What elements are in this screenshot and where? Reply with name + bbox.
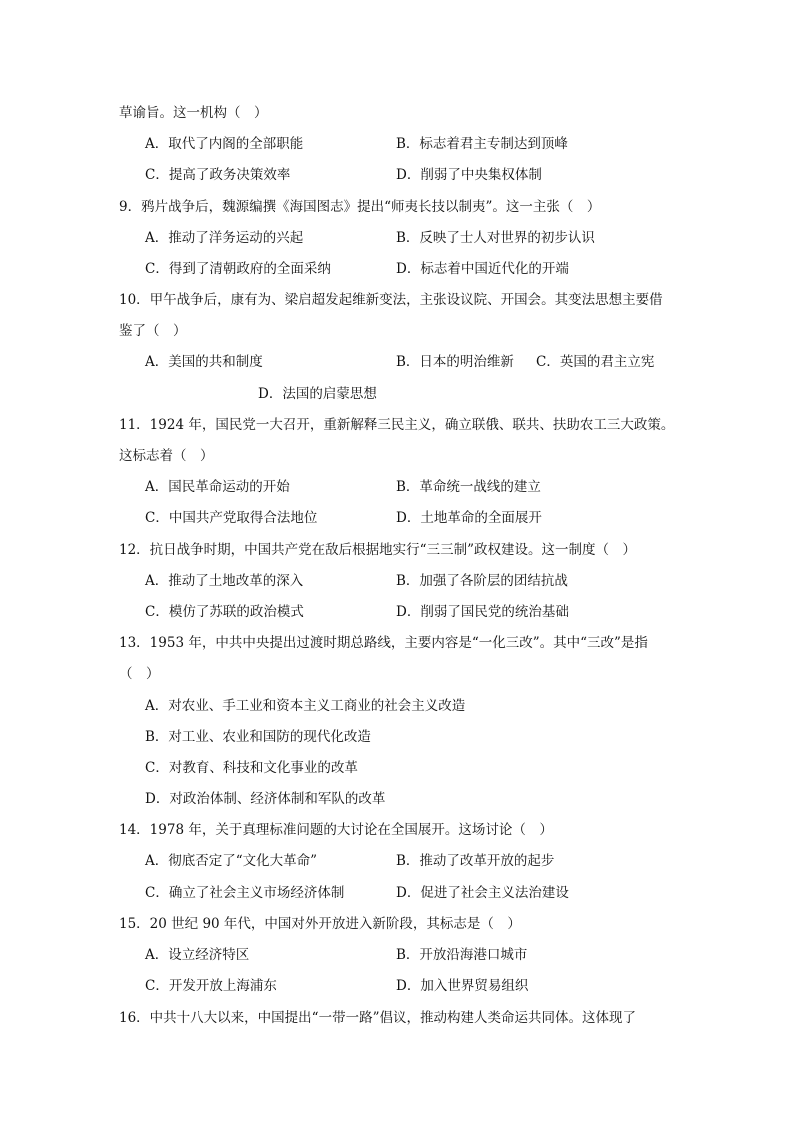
option-10-d: D．法国的启蒙思想 xyxy=(258,386,377,402)
option-15-a: A．设立经济特区 xyxy=(145,947,250,963)
question-10: 10．甲午战争后，康有为、梁启超发起维新变法，主张设议院、开国会。其变法思想主要借 xyxy=(119,292,663,308)
option-10-b: B．日本的明治维新 xyxy=(396,354,514,370)
question-13: 13．1953 年，中共中央提出过渡时期总路线，主要内容是“一化三改”。其中“三改”是指 xyxy=(119,635,648,651)
option-13-d: D．对政治体制、经济体制和军队的改革 xyxy=(145,791,386,807)
option-12-b: B．加强了各阶层的团结抗战 xyxy=(396,573,568,589)
option-8-d: D．削弱了中央集权体制 xyxy=(396,167,542,183)
option-12-a: A．推动了土地改革的深入 xyxy=(145,573,304,589)
question-12: 12．抗日战争时期，中国共产党在敌后根据地实行“三三制”政权建设。这一制度（ ） xyxy=(119,542,636,558)
question-13-continuation: （ ） xyxy=(119,666,160,682)
option-9-d: D．标志着中国近代化的开端 xyxy=(396,261,569,277)
option-12-d: D．削弱了国民党的统治基础 xyxy=(396,604,569,620)
option-15-b: B．开放沿海港口城市 xyxy=(396,947,528,963)
option-11-b: B．革命统一战线的建立 xyxy=(396,479,541,495)
option-13-a: A．对农业、手工业和资本主义工商业的社会主义改造 xyxy=(145,698,466,714)
option-14-b: B．推动了改革开放的起步 xyxy=(396,853,555,869)
option-12-c: C．模仿了苏联的政治模式 xyxy=(145,604,304,620)
question-10-continuation: 鉴了（ ） xyxy=(119,323,187,339)
question-9: 9．鸦片战争后，魏源编撰《海国图志》提出“师夷长技以制夷”。这一主张（ ） xyxy=(119,199,601,215)
question-14: 14．1978 年，关于真理标准问题的大讨论在全国展开。这场讨论（ ） xyxy=(119,822,553,838)
option-11-d: D．土地革命的全面展开 xyxy=(396,510,542,526)
option-9-c: C．得到了清朝政府的全面采纳 xyxy=(145,261,331,277)
question-16: 16．中共十八大以来，中国提出“一带一路”倡议，推动构建人类命运共同体。这体现了 xyxy=(119,1010,636,1026)
option-10-c: C．英国的君主立宪 xyxy=(536,354,655,370)
option-14-c: C．确立了社会主义市场经济体制 xyxy=(145,885,345,901)
question-11: 11．1924 年，国民党一大召开，重新解释三民主义，确立联俄、联共、扶助农工三大政策。 xyxy=(119,417,675,433)
option-8-c: C．提高了政务决策效率 xyxy=(145,167,291,183)
option-13-b: B．对工业、农业和国防的现代化改造 xyxy=(145,729,371,745)
question-15: 15．20 世纪 90 年代，中国对外开放进入新阶段，其标志是（ ） xyxy=(119,916,521,932)
option-15-d: D．加入世界贸易组织 xyxy=(396,978,529,994)
option-11-c: C．中国共产党取得合法地位 xyxy=(145,510,318,526)
option-14-a: A．彻底否定了“文化大革命” xyxy=(145,853,318,869)
option-9-b: B．反映了士人对世界的初步认识 xyxy=(396,230,595,246)
option-14-d: D．促进了社会主义法治建设 xyxy=(396,885,569,901)
option-10-a: A．美国的共和制度 xyxy=(145,354,263,370)
option-8-a: A．取代了内阁的全部职能 xyxy=(145,136,304,152)
option-8-b: B．标志着君主专制达到顶峰 xyxy=(396,136,568,152)
question-8-continuation: 草谕旨。这一机构（ ） xyxy=(119,105,268,121)
question-11-continuation: 这标志着（ ） xyxy=(119,448,214,464)
option-13-c: C．对教育、科技和文化事业的改革 xyxy=(145,760,358,776)
option-11-a: A．国民革命运动的开始 xyxy=(145,479,290,495)
option-9-a: A．推动了洋务运动的兴起 xyxy=(145,230,304,246)
option-15-c: C．开发开放上海浦东 xyxy=(145,978,277,994)
